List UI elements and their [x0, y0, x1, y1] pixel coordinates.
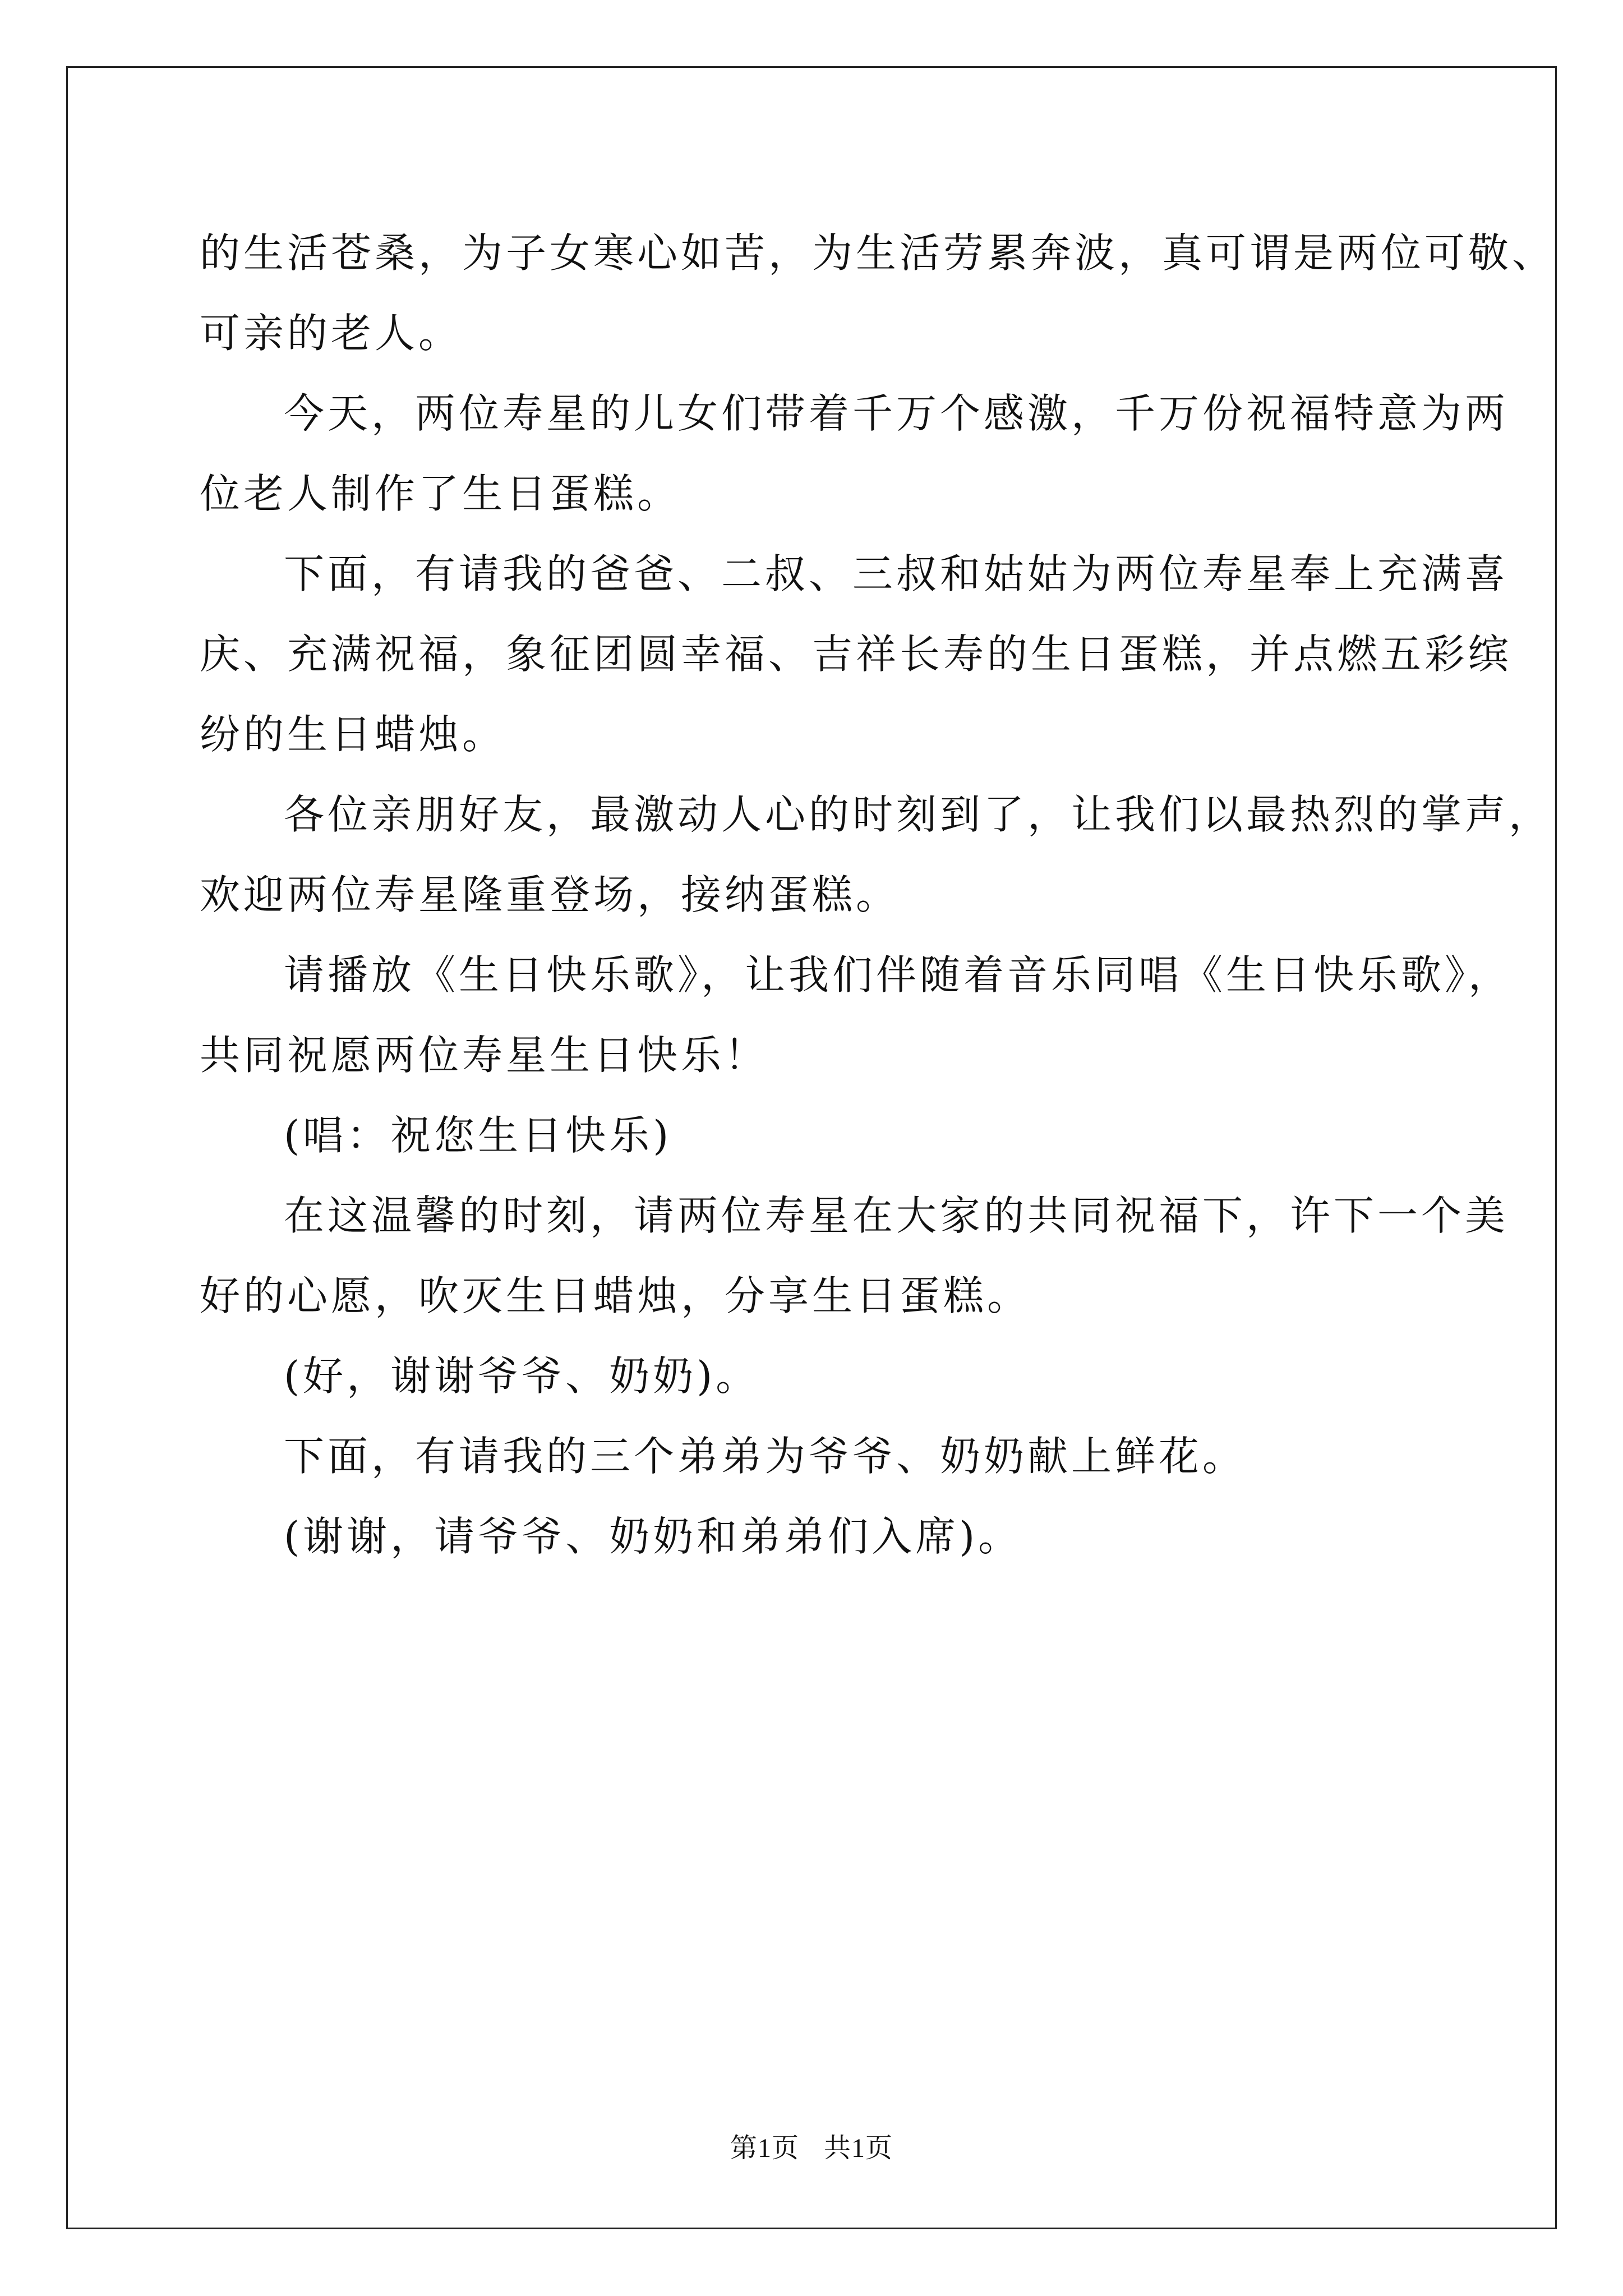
- text-line: 下面，有请我的爸爸、二叔、三叔和姑姑为两位寿星奉上充满喜: [284, 550, 1509, 597]
- text-line: 今天，两位寿星的儿女们带着千万个感激，千万份祝福特意为两: [284, 390, 1509, 437]
- text-line: (谢谢，请爷爷、奶奶和弟弟们入席)。: [284, 1513, 1022, 1560]
- text-line: 庆、充满祝福，象征团圆幸福、吉祥长寿的生日蛋糕，并点燃五彩缤: [200, 631, 1513, 678]
- text-line: 可亲的老人。: [200, 310, 463, 357]
- text-line: 欢迎两位寿星隆重登场，接纳蛋糕。: [200, 871, 900, 918]
- text-line: 共同祝愿两位寿星生日快乐！: [200, 1032, 769, 1079]
- text-line: 位老人制作了生日蛋糕。: [200, 470, 681, 517]
- page-number-total: 共1页: [824, 2133, 893, 2163]
- text-line: 纷的生日蜡烛。: [200, 711, 506, 758]
- text-line: 各位亲朋好友，最激动人心的时刻到了，让我们以最热烈的掌声，: [284, 791, 1553, 838]
- text-line: 下面，有请我的三个弟弟为爷爷、奶奶献上鲜花。: [284, 1433, 1247, 1480]
- page-footer: [0, 2126, 1623, 2165]
- text-line: 好的心愿，吹灭生日蜡烛，分享生日蛋糕。: [200, 1272, 1031, 1319]
- text-line: (唱：祝您生日快乐): [284, 1112, 672, 1159]
- page-number-current: 第1页: [730, 2133, 799, 2163]
- text-line: 在这温馨的时刻，请两位寿星在大家的共同祝福下，许下一个美: [284, 1192, 1509, 1239]
- text-line: (好，谢谢爷爷、奶奶)。: [284, 1352, 760, 1400]
- text-line: 的生活苍桑，为子女寒心如苦，为生活劳累奔波，真可谓是两位可敬、: [200, 229, 1556, 277]
- text-line: 请播放《生日快乐歌》，让我们伴随着音乐同唱《生日快乐歌》，: [284, 951, 1513, 999]
- document-body: [200, 213, 1556, 1577]
